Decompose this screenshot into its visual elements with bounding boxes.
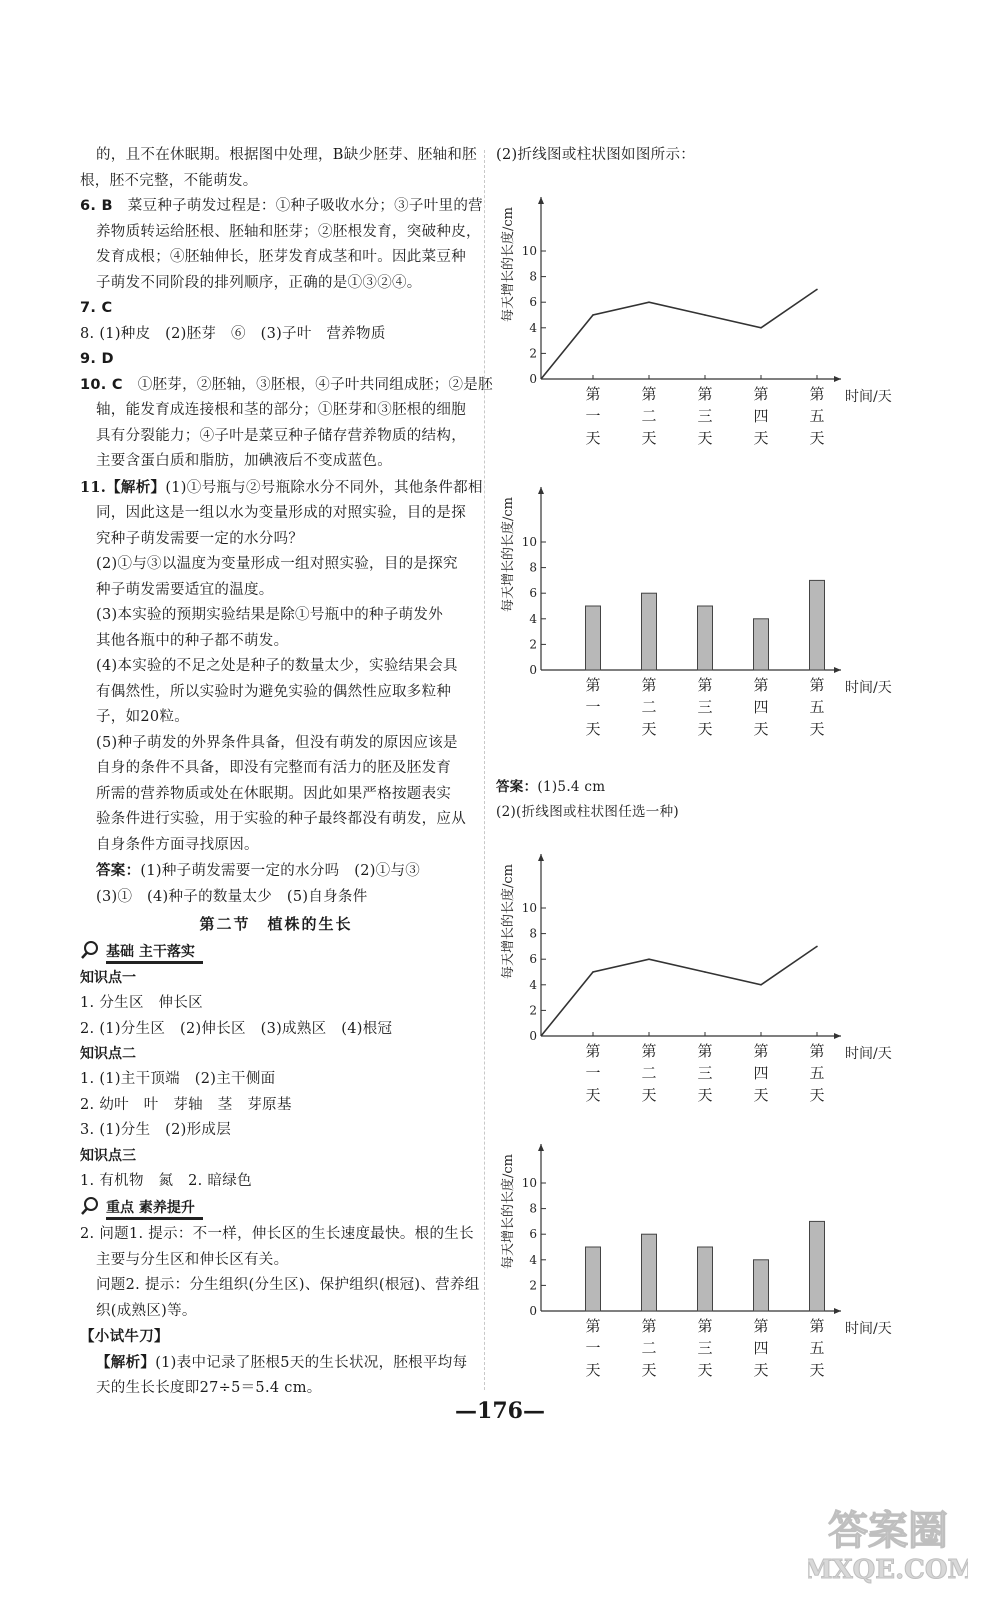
text-line: 1. (1)主干顶端 (2)主干侧面 xyxy=(80,1071,276,1087)
q11-text: (5)种子萌发的外界条件具备，但没有萌发的原因应该是 xyxy=(96,734,458,751)
page-number: —176— xyxy=(455,1398,545,1424)
answer-text: (2)(折线图或柱状图任选一种) xyxy=(496,804,679,820)
y-axis-label: 每天增长的长度/cm xyxy=(501,863,516,979)
q7-answer: 7. C xyxy=(80,300,113,316)
x-tick-label: 第 xyxy=(585,1041,601,1060)
analysis-label: 11.【解析】 xyxy=(80,478,166,496)
watermark-top: 答案圈 xyxy=(828,1507,948,1554)
y-tick-label: 2 xyxy=(529,1002,537,1017)
q10-text: ①胚芽，②胚轴，③胚根，④子叶共同组成胚；②是胚 xyxy=(137,376,493,393)
x-tick-label: 天 xyxy=(697,1360,713,1379)
x-tick-label: 第 xyxy=(809,384,825,403)
x-tick-label: 一 xyxy=(585,406,601,425)
q11-text: 同，因此这是一组以水为变量形成的对照实验，目的是探 xyxy=(96,505,466,521)
x-tick-label: 四 xyxy=(753,1338,769,1357)
q11-answer: (1)种子萌发需要一定的水分吗 (2)①与③ xyxy=(140,863,421,879)
y-axis-arrow xyxy=(538,1144,544,1151)
y-tick-label: 6 xyxy=(529,1226,537,1241)
x-tick-label: 天 xyxy=(809,1360,825,1379)
answer-label: 答案： xyxy=(496,778,538,795)
data-point xyxy=(760,984,762,986)
answer-label: 答案： xyxy=(96,862,141,879)
x-tick-label: 天 xyxy=(641,428,657,447)
bar-chart-2 xyxy=(496,1116,896,1416)
x-tick-label: 一 xyxy=(585,1338,601,1357)
y-tick-label: 0 xyxy=(529,662,537,677)
x-tick-label: 三 xyxy=(697,697,713,716)
q11-text: 种子萌发需要适宜的温度。 xyxy=(96,581,274,598)
question-number: 6. B xyxy=(80,198,113,214)
q11-text: (2)①与③以温度为变量形成一组对照实验，目的是探究 xyxy=(96,556,458,572)
text-line: 问题2. 提示：分生组织(分生区)、保护组织(根冠)、营养组 xyxy=(96,1277,480,1293)
section-badge xyxy=(80,938,472,966)
text-line: 的，且不在休眠期。根据图中处理，B缺少胚芽、胚轴和胚 xyxy=(96,147,477,163)
y-tick-label: 8 xyxy=(529,560,537,575)
q11-text: 究种子萌发需要一定的水分吗？ xyxy=(96,530,304,547)
x-tick-label: 四 xyxy=(753,697,769,716)
x-tick-label: 五 xyxy=(809,697,825,716)
x-tick-label: 天 xyxy=(641,1085,657,1104)
x-tick-label: 第 xyxy=(753,384,769,403)
badge-label: 基础 主干落实 xyxy=(106,941,203,964)
y-tick-label: 10 xyxy=(521,534,537,549)
x-tick-label: 天 xyxy=(585,428,601,447)
x-tick-label: 第 xyxy=(585,1316,601,1335)
q6-text: 菜豆种子萌发过程是：①种子吸收水分；③子叶里的营 xyxy=(127,198,483,214)
data-point xyxy=(592,971,594,973)
x-tick-label: 第 xyxy=(753,1041,769,1060)
x-tick-label: 天 xyxy=(809,719,825,738)
right-column xyxy=(496,143,896,1416)
x-tick-label: 第 xyxy=(585,675,601,694)
x-tick-label: 天 xyxy=(753,1085,769,1104)
data-point xyxy=(592,314,594,316)
y-tick-label: 10 xyxy=(521,900,537,915)
x-tick-label: 五 xyxy=(809,406,825,425)
x-axis-arrow xyxy=(834,376,841,382)
chart-intro: (2)折线图或柱状图如图所示： xyxy=(496,147,696,163)
x-axis-arrow xyxy=(834,1308,841,1314)
y-tick-label: 0 xyxy=(529,371,537,386)
x-tick-label: 二 xyxy=(641,1063,657,1082)
y-axis-label: 每天增长的长度/cm xyxy=(501,1153,516,1269)
x-tick-label: 天 xyxy=(585,719,601,738)
x-tick-label: 天 xyxy=(641,1360,657,1379)
data-bar xyxy=(642,593,657,670)
q11-text: 子，如20粒。 xyxy=(96,709,190,725)
data-bar xyxy=(810,580,825,670)
x-tick-label: 第 xyxy=(753,1316,769,1335)
text-line: 主要与分生区和伸长区有关。 xyxy=(96,1251,289,1268)
x-tick-label: 第 xyxy=(809,1316,825,1335)
line-chart-2 xyxy=(496,826,896,1116)
y-tick-label: 2 xyxy=(529,1277,537,1292)
x-tick-label: 一 xyxy=(585,1063,601,1082)
q11-text: 验条件进行实验，用于实验的种子最终都没有萌发，应从 xyxy=(96,811,466,827)
x-axis-label: 时间/天 xyxy=(845,1320,892,1337)
q11-text: 所需的营养物质或处在休眠期。因此如果严格按题表实 xyxy=(96,785,452,802)
x-tick-label: 第 xyxy=(641,675,657,694)
y-axis-arrow xyxy=(538,854,544,861)
x-tick-label: 四 xyxy=(753,1063,769,1082)
line-chart-1 xyxy=(496,169,896,459)
x-tick-label: 第 xyxy=(697,384,713,403)
y-tick-label: 10 xyxy=(521,243,537,258)
column-divider xyxy=(484,150,485,1390)
x-axis-label: 时间/天 xyxy=(845,679,892,696)
data-line xyxy=(541,289,817,379)
q6-text: 子萌发不同阶段的排列顺序，正确的是①③②④。 xyxy=(96,274,422,291)
y-tick-label: 10 xyxy=(521,1175,537,1190)
y-tick-label: 4 xyxy=(529,320,537,335)
q11-text: (3)本实验的预期实验结果是除①号瓶中的种子萌发外 xyxy=(96,607,444,623)
x-tick-label: 天 xyxy=(585,1360,601,1379)
question-number: 10. C xyxy=(80,376,123,393)
x-tick-label: 一 xyxy=(585,697,601,716)
y-tick-label: 4 xyxy=(529,611,537,626)
x-tick-label: 天 xyxy=(809,1085,825,1104)
x-tick-label: 第 xyxy=(585,384,601,403)
q11-text: (4)本实验的不足之处是种子的数量太少，实验结果会具 xyxy=(96,658,458,674)
data-bar xyxy=(754,1259,769,1310)
data-bar xyxy=(698,1247,713,1311)
text-line: 2. 幼叶 叶 芽轴 茎 芽原基 xyxy=(80,1096,292,1113)
x-tick-label: 天 xyxy=(697,1085,713,1104)
x-tick-label: 第 xyxy=(641,384,657,403)
x-axis-arrow xyxy=(834,667,841,673)
data-point xyxy=(760,327,762,329)
y-tick-label: 6 xyxy=(529,585,537,600)
x-tick-label: 三 xyxy=(697,1063,713,1082)
q11-text: 自身的条件不具备，即没有完整而有活力的胚及胚发育 xyxy=(96,760,452,776)
q11-text: 自身条件方面寻找原因。 xyxy=(96,836,259,853)
x-axis-label: 时间/天 xyxy=(845,1045,892,1062)
practice-heading: 【小试牛刀】 xyxy=(80,1328,169,1345)
x-tick-label: 第 xyxy=(809,1041,825,1060)
y-tick-label: 4 xyxy=(529,1252,537,1267)
x-tick-label: 天 xyxy=(753,719,769,738)
text-line: 2. 问题1. 提示：不一样，伸长区的生长速度最快。根的生长 xyxy=(80,1226,474,1242)
y-tick-label: 8 xyxy=(529,269,537,284)
x-tick-label: 二 xyxy=(641,406,657,425)
x-tick-label: 三 xyxy=(697,406,713,425)
y-tick-label: 8 xyxy=(529,926,537,941)
x-tick-label: 天 xyxy=(585,1085,601,1104)
knowledge-point-heading: 知识点二 xyxy=(80,1046,136,1062)
q9-answer: 9. D xyxy=(80,351,114,367)
data-bar xyxy=(698,606,713,670)
data-point xyxy=(648,301,650,303)
y-tick-label: 4 xyxy=(529,977,537,992)
y-axis-label: 每天增长的长度/cm xyxy=(501,206,516,322)
x-tick-label: 第 xyxy=(697,1041,713,1060)
knowledge-point-heading: 知识点一 xyxy=(80,970,136,986)
data-bar xyxy=(754,618,769,669)
q11-text: (1)①号瓶与②号瓶除水分不同外，其他条件都相 xyxy=(165,479,483,496)
text-line: 2. (1)分生区 (2)伸长区 (3)成熟区 (4)根冠 xyxy=(80,1020,393,1037)
x-axis-arrow xyxy=(834,1033,841,1039)
x-tick-label: 第 xyxy=(697,675,713,694)
data-bar xyxy=(642,1234,657,1311)
section-title: 第二节 植株的生长 xyxy=(199,915,353,933)
data-point xyxy=(704,971,706,973)
data-bar xyxy=(586,1247,601,1311)
q8-answer: 8. (1)种皮 (2)胚芽 ⑥ (3)子叶 营养物质 xyxy=(80,325,386,342)
x-tick-label: 五 xyxy=(809,1063,825,1082)
text-line: 织(成熟区)等。 xyxy=(96,1302,197,1319)
practice-text: (1)表中记录了胚根5天的生长状况，胚根平均每 xyxy=(155,1354,468,1371)
y-tick-label: 2 xyxy=(529,636,537,651)
x-tick-label: 第 xyxy=(809,675,825,694)
x-tick-label: 天 xyxy=(809,428,825,447)
y-tick-label: 6 xyxy=(529,951,537,966)
x-tick-label: 五 xyxy=(809,1338,825,1357)
data-point xyxy=(816,288,818,290)
x-tick-label: 天 xyxy=(641,719,657,738)
section-badge xyxy=(80,1194,472,1222)
y-tick-label: 6 xyxy=(529,294,537,309)
data-bar xyxy=(810,1221,825,1311)
data-line xyxy=(541,946,817,1036)
x-tick-label: 二 xyxy=(641,697,657,716)
x-tick-label: 四 xyxy=(753,406,769,425)
y-axis-label: 每天增长的长度/cm xyxy=(501,496,516,612)
y-axis-arrow xyxy=(538,487,544,494)
q6-text: 养物质转运给胚根、胚轴和胚芽；②胚根发育，突破种皮， xyxy=(96,223,481,240)
y-tick-label: 0 xyxy=(529,1028,537,1043)
x-tick-label: 第 xyxy=(697,1316,713,1335)
x-tick-label: 第 xyxy=(753,675,769,694)
y-tick-label: 8 xyxy=(529,1201,537,1216)
y-axis-arrow xyxy=(538,197,544,204)
x-tick-label: 天 xyxy=(753,428,769,447)
magnifier-icon xyxy=(80,1196,100,1220)
magnifier-icon xyxy=(80,940,100,964)
knowledge-point-heading: 知识点三 xyxy=(80,1147,136,1164)
bar-chart-1 xyxy=(496,459,896,775)
x-tick-label: 第 xyxy=(641,1041,657,1060)
y-tick-label: 2 xyxy=(529,345,537,360)
left-column xyxy=(80,143,493,1402)
x-axis-label: 时间/天 xyxy=(845,388,892,405)
data-point xyxy=(816,945,818,947)
data-point xyxy=(648,958,650,960)
x-tick-label: 第 xyxy=(641,1316,657,1335)
text-line: 1. 分生区 伸长区 xyxy=(80,995,203,1011)
analysis-label: 【解析】 xyxy=(96,1353,156,1371)
x-tick-label: 天 xyxy=(753,1360,769,1379)
x-tick-label: 天 xyxy=(697,428,713,447)
y-tick-label: 0 xyxy=(529,1303,537,1318)
x-tick-label: 二 xyxy=(641,1338,657,1357)
q11-answer: (3)① (4)种子的数量太少 (5)自身条件 xyxy=(96,888,368,905)
q10-text: 轴，能发育成连接根和茎的部分；①胚芽和③胚根的细胞 xyxy=(96,402,466,418)
practice-text: 天的生长长度即27÷5＝5.4 cm。 xyxy=(96,1380,322,1396)
x-tick-label: 三 xyxy=(697,1338,713,1357)
q11-text: 其他各瓶中的种子都不萌发。 xyxy=(96,632,289,649)
text-line: 3. (1)分生 (2)形成层 xyxy=(80,1122,232,1138)
x-tick-label: 天 xyxy=(697,719,713,738)
watermark-bottom: MXQE.COM xyxy=(808,1555,968,1585)
badge-label: 重点 素养提升 xyxy=(106,1197,203,1220)
data-bar xyxy=(586,606,601,670)
watermark xyxy=(808,1488,968,1588)
q10-text: 具有分裂能力；④子叶是菜豆种子储存营养物质的结构， xyxy=(96,427,466,444)
answer-text: (1)5.4 cm xyxy=(537,778,606,795)
q10-text: 主要含蛋白质和脂肪，加碘液后不变成蓝色。 xyxy=(96,453,392,469)
text-line: 1. 有机物 氮 2. 暗绿色 xyxy=(80,1172,252,1189)
q6-text: 发育成根；④胚轴伸长，胚芽发育成茎和叶。因此菜豆种 xyxy=(96,249,466,265)
data-point xyxy=(704,314,706,316)
text-line: 根，胚不完整，不能萌发。 xyxy=(80,172,258,189)
q11-text: 有偶然性，所以实验时为避免实验的偶然性应取多粒种 xyxy=(96,683,452,700)
